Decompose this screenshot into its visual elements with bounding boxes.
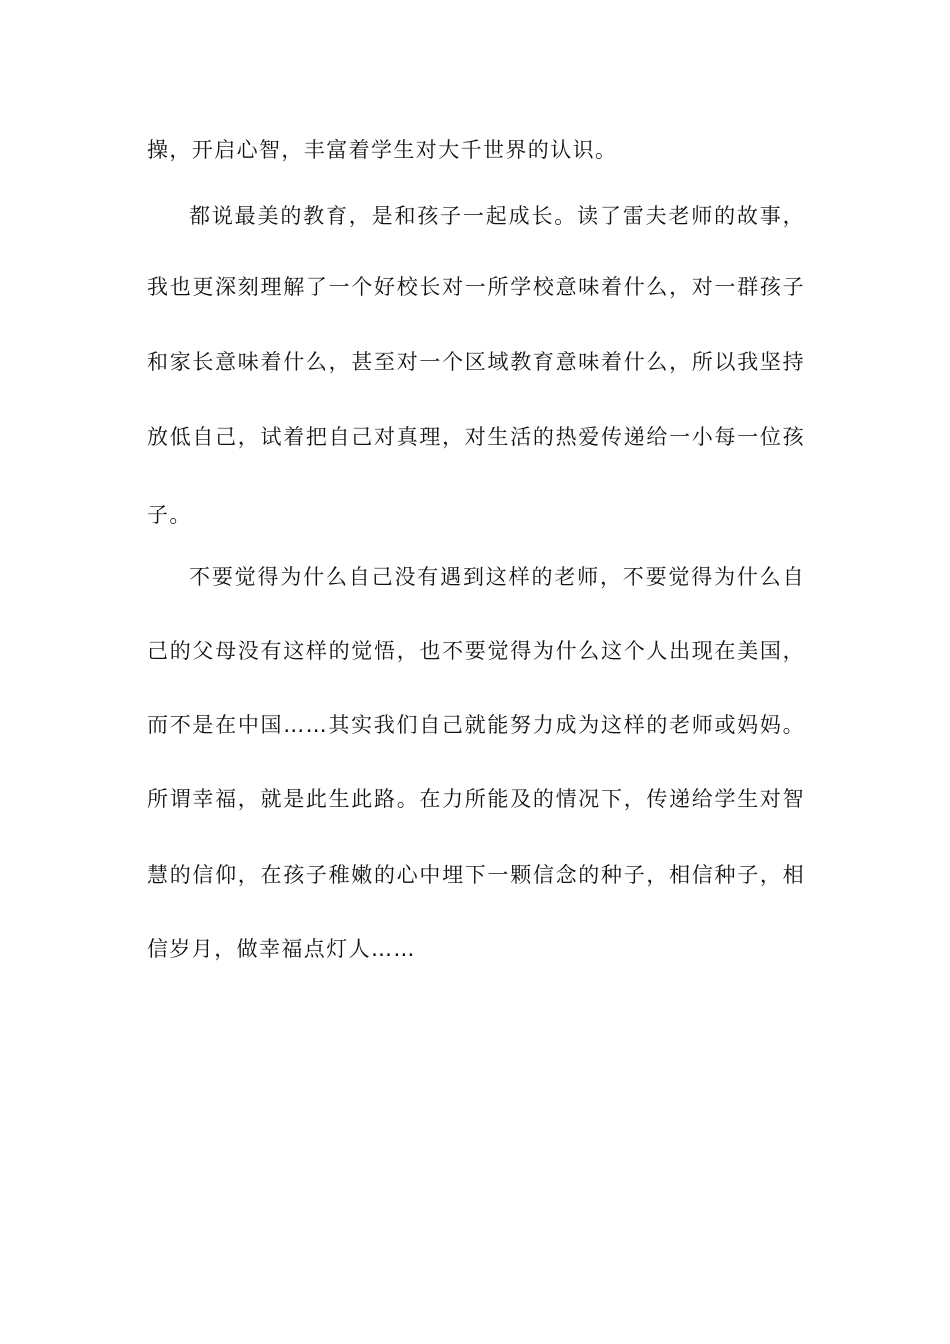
text-line: 而不是在中国……其实我们自己就能努力成为这样的老师或妈妈。 <box>147 713 805 737</box>
paragraph-start-line: 都说最美的教育，是和孩子一起成长。读了雷夫老师的故事， <box>189 204 805 228</box>
text-line: 信岁月，做幸福点灯人…… <box>147 937 416 961</box>
paragraph-start-line: 不要觉得为什么自己没有遇到这样的老师，不要觉得为什么自 <box>189 565 805 589</box>
text-line: 所谓幸福，就是此生此路。在力所能及的情况下，传递给学生对智 <box>147 787 805 811</box>
text-line: 慧的信仰，在孩子稚嫩的心中埋下一颗信念的种子，相信种子，相 <box>147 863 805 887</box>
text-line: 和家长意味着什么，甚至对一个区域教育意味着什么，所以我坚持 <box>147 350 805 374</box>
text-line: 我也更深刻理解了一个好校长对一所学校意味着什么，对一群孩子 <box>147 275 805 299</box>
text-line: 子。 <box>147 503 192 527</box>
text-line: 己的父母没有这样的觉悟，也不要觉得为什么这个人出现在美国， <box>147 639 805 663</box>
text-line: 操，开启心智，丰富着学生对大千世界的认识。 <box>147 138 618 162</box>
text-line: 放低自己，试着把自己对真理，对生活的热爱传递给一小每一位孩 <box>147 425 805 449</box>
